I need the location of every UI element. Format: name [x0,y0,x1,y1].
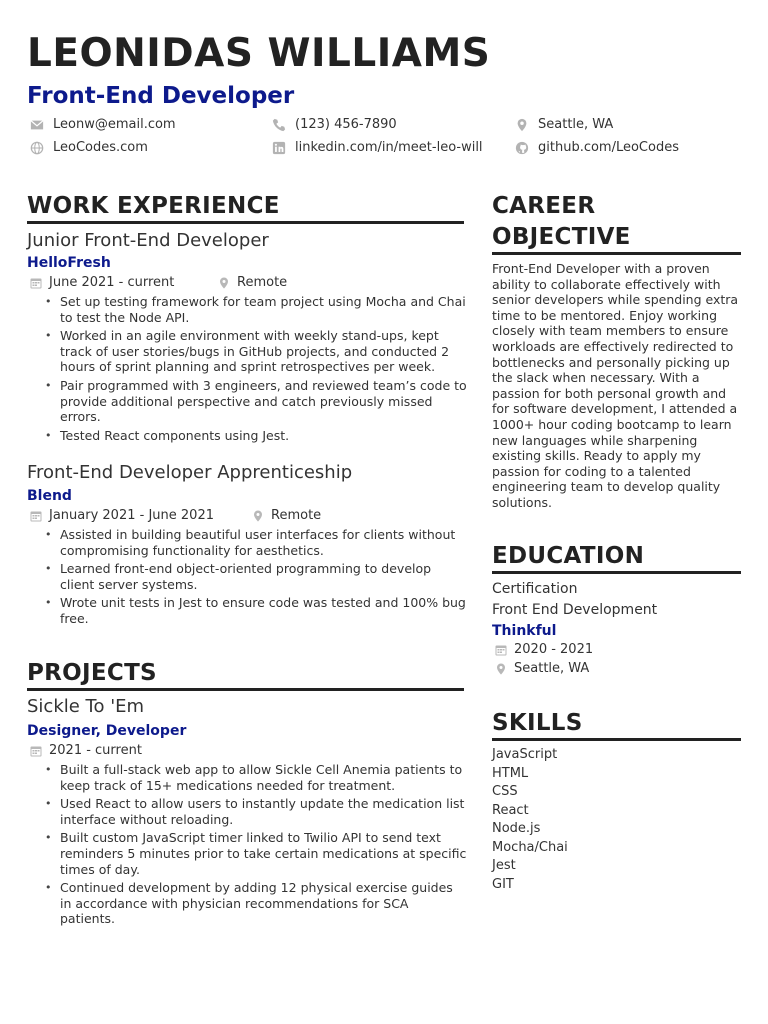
list-item: • Used React to allow users to instantly update the medication list interface without reloading. [27,796,467,827]
contact-github [515,140,679,156]
list-item: • Pair programmed with 3 engineers, and reviewed team’s code to provide additional perspective and catch previously missed errors. [27,378,467,425]
skills-heading: SKILLS [492,710,583,736]
skill-item: JavaScript [492,747,558,762]
job-bullets [27,527,467,630]
phone-text: (123) 456-7890 [295,117,397,132]
section-divider [27,221,464,224]
location-pin-icon [218,277,230,289]
website-text: LeoCodes.com [53,140,148,155]
school-name: Thinkful [492,623,557,639]
calendar-icon [30,277,42,289]
project-dates [30,743,142,759]
skill-item: React [492,803,529,818]
section-divider [492,571,741,574]
section-divider [27,688,464,691]
education-dates [495,642,593,658]
list-item: • Continued development by adding 12 physical exercise guides in accordance with physician recommendations for SCA patients. [27,880,467,927]
field-of-study: Front End Development [492,602,658,618]
job-dates [30,275,174,291]
education-heading: EDUCATION [492,543,645,569]
dates-text: June 2021 - current [49,275,175,290]
project-bullets [27,762,467,930]
dates-text: 2021 - current [49,743,142,758]
projects-heading: PROJECTS [27,660,157,686]
skill-item: Node.js [492,821,541,836]
list-item: • Worked in an agile environment with weekly stand-ups, kept track of user stories/bugs in GitHub projects, and conducted 2 hours of sprint planning and sprint retrospectives per week. [27,328,467,375]
location-text: Seattle, WA [514,661,590,676]
email-text: Leonw@email.com [53,117,176,132]
career-objective-heading: CAREER OBJECTIVE [492,193,631,250]
job-location [252,508,321,524]
calendar-icon [30,510,42,522]
github-icon [515,141,529,155]
job-title-headline: Front-End Developer [27,83,295,109]
skill-item: HTML [492,766,529,781]
project-title: Sickle To 'Em [27,696,145,717]
career-objective-text: Front-End Developer with a proven ability to collaborate effectively with senior developers while spending extra time to be mentored. Enjoy working closely with team members to ensure workloads are effectively redirected to bottlenecks and personally picking up the slack when necessary. With a passion for both personal growth and for software development, I attended a 1000+ hour coding bootcamp to learn new languages while sharpening existing skills. Ready to apply my passion for coding to a talented engineering team to develop quality solutions. [492,261,739,510]
list-item: • Tested React components using Jest. [27,428,467,444]
contact-email [30,117,176,133]
phone-icon [272,118,286,132]
job-title: Front-End Developer Apprenticeship [27,462,353,483]
list-item: • Set up testing framework for team project using Mocha and Chai to test the Node API. [27,294,467,325]
company-name: Blend [27,488,72,504]
dates-text: 2020 - 2021 [514,642,594,657]
location-pin-icon [515,118,529,132]
skill-item: GIT [492,877,514,892]
dates-text: January 2021 - June 2021 [49,508,214,523]
list-item: • Wrote unit tests in Jest to ensure code was tested and 100% bug free. [27,595,467,626]
skill-item: CSS [492,784,518,799]
education-location [495,661,589,677]
skill-item: Jest [492,858,516,873]
location-pin-icon [495,663,507,675]
globe-icon [30,141,44,155]
contact-phone [272,117,397,133]
linkedin-text: linkedin.com/in/meet-leo-will [295,140,483,155]
list-item: • Built a full-stack web app to allow Sickle Cell Anemia patients to keep track of 15+ medications needed for treatment. [27,762,467,793]
candidate-name: LEONIDAS WILLIAMS [27,31,491,76]
list-item: • Assisted in building beautiful user interfaces for clients without compromising functionality for aesthetics. [27,527,467,558]
job-dates [30,508,214,524]
list-item: • Learned front-end object-oriented programming to develop client server systems. [27,561,467,592]
list-item: • Built custom JavaScript timer linked to Twilio API to send text reminders 5 minutes prior to take certain medications at specific times of day. [27,830,467,877]
section-divider [492,252,741,255]
calendar-icon [495,644,507,656]
contact-linkedin [272,140,483,156]
work-experience-heading: WORK EXPERIENCE [27,193,280,219]
company-name: HelloFresh [27,255,111,271]
contact-location [515,117,613,133]
job-title: Junior Front-End Developer [27,230,269,251]
calendar-icon [30,745,42,757]
job-location [218,275,287,291]
mail-icon [30,118,44,132]
location-text: Seattle, WA [538,117,614,132]
github-text: github.com/LeoCodes [538,140,679,155]
degree-text: Certification [492,581,578,597]
section-divider [492,738,741,741]
job-bullets [27,294,467,446]
contact-website [30,140,148,156]
skill-item: Mocha/Chai [492,840,568,855]
project-role: Designer, Developer [27,723,187,739]
location-pin-icon [252,510,264,522]
location-text: Remote [271,508,322,523]
location-text: Remote [237,275,288,290]
linkedin-icon [272,141,286,155]
